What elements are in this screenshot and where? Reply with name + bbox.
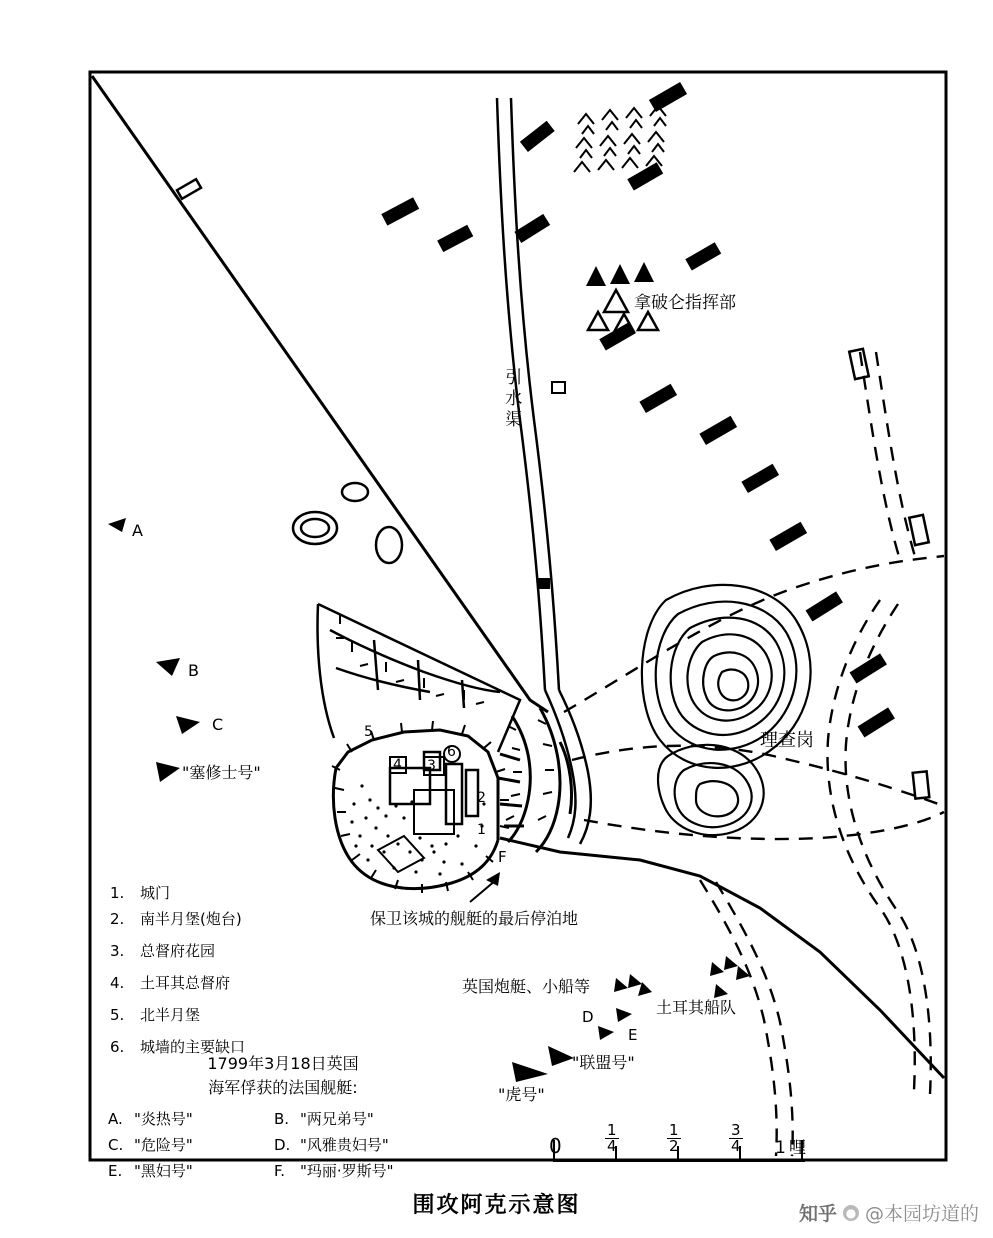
scale-half-num: 1 <box>669 1121 679 1139</box>
legend-item <box>110 970 410 1002</box>
watermark-user: @本园坊道的 <box>864 1203 979 1225</box>
scale-half-den: 2 <box>669 1137 679 1155</box>
scale-unit: 哩 <box>789 1138 806 1158</box>
label-marker-c: C <box>212 715 224 734</box>
captured-key: E. <box>108 1162 123 1180</box>
legend-item-number: 6. <box>110 1038 125 1056</box>
captured-name: "两兄弟号" <box>300 1110 374 1128</box>
french-batteries <box>177 82 929 799</box>
orchard-marks <box>574 106 666 172</box>
zhihu-logo: 知乎 <box>798 1203 837 1225</box>
captured-name: "危险号" <box>134 1136 193 1154</box>
scale-label-half <box>667 1123 681 1154</box>
captured-row <box>108 1158 458 1184</box>
legend-item <box>110 938 410 970</box>
legend-item-number: 3. <box>110 942 125 960</box>
legend-item <box>110 1002 410 1034</box>
legend-item-number: 2. <box>110 910 125 928</box>
legend-item <box>110 906 410 938</box>
captured-key: C. <box>108 1136 124 1154</box>
label-saint-sepulchre-ship: "塞修士号" <box>182 763 261 782</box>
legend-item-label: 土耳其总督府 <box>140 974 231 992</box>
scale-threequarter-num: 3 <box>731 1121 741 1139</box>
label-marker-b: B <box>188 661 199 680</box>
captured-key: F. <box>274 1162 285 1180</box>
label-british-boats: 英国炮艇、小船等 <box>462 977 591 996</box>
label-ship-tiger: "虎号" <box>498 1085 545 1104</box>
scale-threequarter-den: 4 <box>731 1137 741 1155</box>
captured-row <box>108 1106 458 1132</box>
town-number-5: 5 <box>364 724 373 740</box>
captured-title-line1: 1799年3月18日英国 <box>207 1054 359 1073</box>
scale-baseline <box>553 1160 805 1162</box>
captured-name: "炎热号" <box>134 1110 193 1128</box>
legend-item-label: 城门 <box>140 884 171 902</box>
watermark <box>799 1199 979 1226</box>
scale-bar <box>549 1121 806 1162</box>
legend-item-label: 城墙的主要缺口 <box>140 1038 246 1056</box>
legend-item-label: 南半月堡(炮台) <box>140 910 242 928</box>
anchorage-leader <box>470 880 496 902</box>
legend-item-number: 1. <box>110 884 125 902</box>
richard-hill-contours <box>642 585 811 835</box>
label-richard-hill: 理查岗 <box>760 730 814 751</box>
captured-name: "黑妇号" <box>134 1162 193 1180</box>
road-network <box>564 352 944 1156</box>
captured-name: "玛丽·罗斯号" <box>300 1162 394 1180</box>
legend-item-label: 总督府花园 <box>140 942 216 960</box>
label-marker-d: D <box>582 1008 594 1026</box>
label-marker-f: F <box>498 848 507 866</box>
captured-row <box>108 1132 458 1158</box>
scale-label-quarter <box>605 1123 619 1154</box>
label-last-anchorage: 保卫该城的舰艇的最后停泊地 <box>370 909 579 928</box>
label-ship-alliance: "联盟号" <box>572 1053 635 1072</box>
scale-quarter-den: 4 <box>607 1137 617 1155</box>
town-number-4: 4 <box>393 757 402 773</box>
scale-label-threequarter <box>729 1123 743 1154</box>
label-turkish-fleet: 土耳其船队 <box>656 998 737 1017</box>
town-number-3: 3 <box>427 758 436 774</box>
scale-label-zero: 0 <box>549 1134 562 1158</box>
town-number-1: 1 <box>477 822 486 838</box>
legend-item-number: 4. <box>110 974 125 992</box>
label-marker-a: A <box>132 521 143 540</box>
coastline-north <box>92 76 548 712</box>
label-water-channel: 引水渠 <box>501 368 522 431</box>
scale-quarter-num: 1 <box>607 1121 617 1139</box>
watermark-dot-icon: ● <box>843 1205 859 1221</box>
label-napoleon-hq: 拿破仑指挥部 <box>634 293 736 313</box>
town-number-6: 6 <box>447 744 456 760</box>
captured-key: D. <box>274 1136 291 1154</box>
label-marker-e: E <box>628 1026 638 1044</box>
captured-key: B. <box>274 1110 290 1128</box>
legend-item-number: 5. <box>110 1006 125 1024</box>
legend-item-label: 北半月堡 <box>140 1006 201 1024</box>
captured-ships-block <box>108 1052 458 1184</box>
legend-list <box>110 880 410 1066</box>
captured-title-line2: 海军俘获的法国舰艇: <box>208 1078 358 1097</box>
figure-caption: 围攻阿克示意图 <box>412 1193 581 1218</box>
scale-label-one: 1 <box>775 1138 786 1158</box>
captured-name: "风雅贵妇号" <box>300 1136 389 1154</box>
town-number-2: 2 <box>477 790 486 806</box>
captured-key: A. <box>108 1110 123 1128</box>
legend-item <box>110 880 410 906</box>
coastline-south <box>500 838 944 1078</box>
